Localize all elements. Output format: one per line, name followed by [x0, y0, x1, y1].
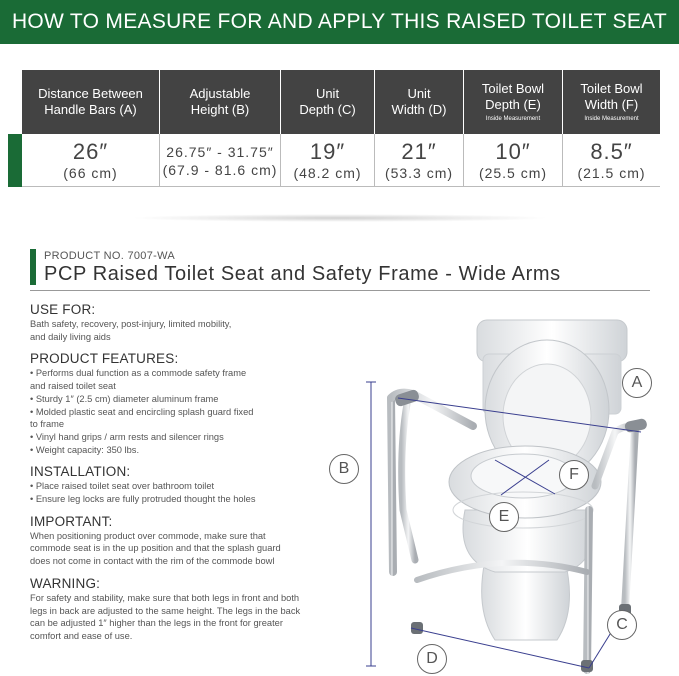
header-adjustable-height: Adjustable Height (B) [160, 70, 281, 134]
installation-title: INSTALLATION: [30, 464, 131, 480]
header-unit-width: Unit Width (D) [375, 70, 464, 134]
header-toilet-bowl-depth: Toilet Bowl Depth (E) Inside Measurement [464, 70, 563, 134]
header-unit-depth: Unit Depth (C) [281, 70, 375, 134]
use-for-text: Bath safety, recovery, post-injury, limited mobility, and daily living aids [30, 319, 232, 342]
product-illustration [325, 310, 679, 676]
label-c: C [607, 610, 637, 640]
value-adjustable-height: 26.75″ - 31.75″ (67.9 - 81.6 cm) [160, 134, 281, 187]
product-title: PCP Raised Toilet Seat and Safety Frame - Wide Arms [44, 263, 561, 285]
label-d: D [417, 644, 447, 674]
label-b: B [329, 454, 359, 484]
use-for-title: USE FOR: [30, 302, 96, 317]
value-toilet-bowl-width: 8.5″ (21.5 cm) [577, 138, 646, 181]
green-accent-tab [8, 134, 22, 187]
installation-list: • Place raised toilet seat over bathroom toilet • Ensure leg locks are fully protruded thought the holes [30, 481, 256, 505]
important-title: IMPORTANT: [30, 513, 113, 529]
label-f: F [559, 460, 589, 490]
label-e: E [489, 502, 519, 532]
spec-values-row [22, 134, 660, 187]
value-toilet-bowl-depth: 10″ (25.5 cm) [464, 134, 563, 187]
features-title: PRODUCT FEATURES: [30, 351, 179, 367]
inside-measurement-note: Inside Measurement [485, 116, 541, 122]
features-list: • Performs dual function as a commode safety frame and raised toilet seat • Sturdy 1″ (2.5 cm) diameter aluminum frame • Molded plastic seat and encircling splash guard fixed to frame • Vinyl hand grips / arm rests and silencer rings • Weight capacity: 350 lbs. [30, 368, 254, 455]
header-distance-between-handle-bars: Distance Between Handle Bars (A) [22, 70, 160, 134]
product-number: PRODUCT NO. 7007-WA [44, 250, 176, 262]
important-text: When positioning product over commode, make sure that commode seat is in the up position and that the splash guard does not come in contact with the rim of the commode bowl [30, 530, 281, 567]
label-a: A [622, 368, 652, 398]
page-banner: HOW TO MEASURE FOR AND APPLY THIS RAISED TOILET SEAT [0, 0, 679, 44]
product-info-sections [30, 302, 345, 643]
spec-header-row [22, 70, 660, 134]
inside-measurement-note: Inside Measurement [584, 116, 639, 122]
value-unit-width: 21″ (53.3 cm) [375, 134, 464, 187]
foot-tip [581, 660, 593, 672]
warning-text: For safety and stability, make sure that both legs in front and both legs in back are adjusted to the same height. The legs in the back can be adjusted 1″ higher than the legs in the front for greater comfort and ease of use. [30, 592, 301, 641]
spec-table [22, 70, 660, 187]
value-unit-depth: 19″ (48.2 cm) [281, 134, 375, 187]
header-toilet-bowl-width: Toilet Bowl Width (F) Inside Measurement [563, 70, 660, 134]
value-distance-between-handle-bars: 26″ (66 cm) [22, 134, 160, 187]
section-divider-shadow [130, 214, 550, 222]
warning-title: WARNING: [30, 575, 101, 591]
title-divider [30, 290, 650, 291]
product-accent-bar [30, 249, 36, 285]
